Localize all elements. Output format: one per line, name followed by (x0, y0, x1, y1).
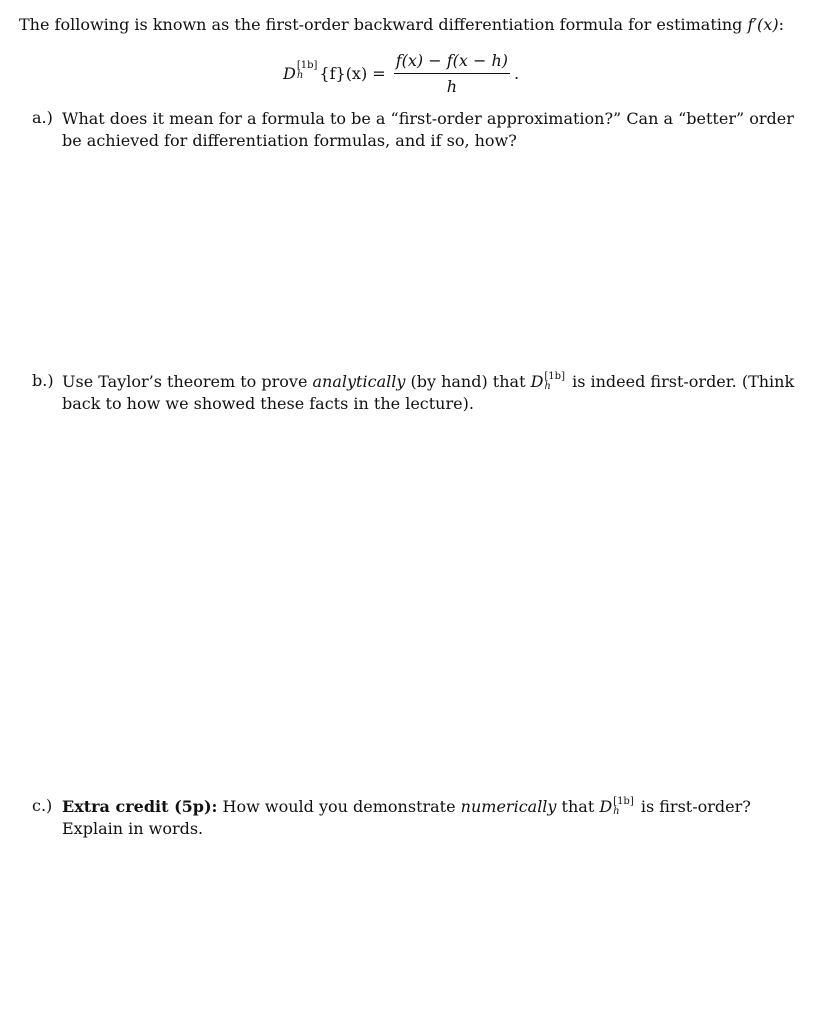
intro-paragraph (19, 14, 799, 36)
question-c-label: c.) (32, 796, 53, 815)
formula-D: D (283, 63, 296, 83)
question-a-text: What does it mean for a formula to be a “first-order approximation?” Can a “better” order be achieved for differentiation formulas, and if so, how? (62, 109, 794, 150)
question-c-part2: that (556, 797, 600, 816)
formula-period: . (514, 63, 520, 83)
formula-denominator: h (446, 76, 457, 96)
question-b-subscript: h (544, 380, 551, 392)
question-c-part1: How would you demonstrate (217, 797, 461, 816)
formula-numerator: f(x) − f(x − h) (394, 51, 510, 74)
question-c-extra-credit: Extra credit (5p): (62, 797, 218, 816)
question-b-text (62, 371, 797, 415)
question-b-emph: analytically (312, 372, 406, 391)
formula-scripts (297, 61, 318, 81)
question-b-superscript: [1b] (544, 370, 565, 382)
formula-subscript: h (296, 70, 304, 81)
question-c-D: D (599, 797, 613, 816)
question-b-operator (531, 371, 567, 393)
question-b-label: b.) (32, 371, 54, 390)
question-b-part2: (by hand) that (405, 372, 531, 391)
question-b-part1: Use Taylor’s theorem to prove (62, 372, 313, 391)
question-a-label: a.) (32, 108, 53, 127)
intro-text: The following is known as the first-order backward differentiation formula for estimating (19, 15, 748, 34)
question-c-operator (599, 796, 635, 818)
formula-argument: {f}(x) = (319, 63, 386, 83)
question-b-scripts (544, 372, 565, 392)
question-c-text (62, 796, 797, 840)
question-c-superscript: [1b] (613, 795, 634, 807)
formula-fraction (394, 51, 510, 96)
intro-colon: : (778, 15, 784, 34)
question-b-part3: is indeed first-order. (Think back to how we showed these facts in the lecture). (62, 372, 795, 413)
question-c-part3: is first-order? Explain in words. (62, 797, 751, 838)
question-c-scripts (613, 797, 634, 817)
intro-math: f′(x) (747, 15, 779, 34)
question-c-emph: numerically (460, 797, 557, 816)
backward-difference-formula (283, 50, 519, 96)
formula-superscript: [1b] (296, 60, 318, 71)
question-c-subscript: h (613, 805, 620, 817)
question-b-D: D (530, 372, 544, 391)
